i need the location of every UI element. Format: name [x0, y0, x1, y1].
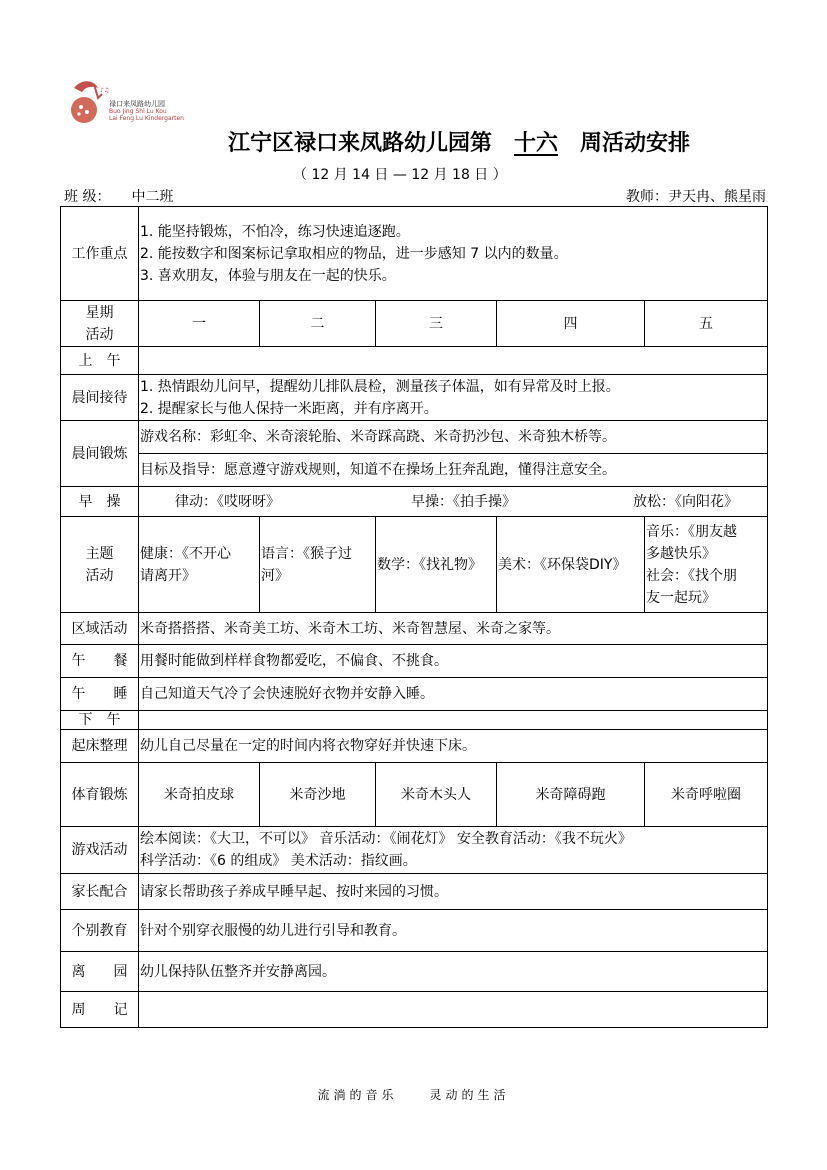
class-info — [64, 186, 173, 206]
label-lunch: 午 餐 — [61, 645, 139, 678]
theme-label: 活动 — [85, 567, 114, 584]
wakeup-content: 幼儿自己尽量在一定的时间内将衣物穿好并快速下床。 — [139, 730, 768, 763]
row-theme — [61, 517, 768, 613]
games-line: 绘本阅读：《大卫，不可以》 音乐活动：《闹花灯》 安全教育活动：《我不玩火》 — [140, 831, 632, 847]
theme-tue-line: 语言：《猴子过 — [261, 545, 352, 562]
row-parents — [61, 874, 768, 910]
area-content: 米奇搭搭搭、米奇美工坊、米奇木工坊、米奇智慧屋、米奇之家等。 — [139, 613, 768, 645]
theme-mon-line: 健康：《不开心 — [140, 545, 231, 562]
page-title — [228, 126, 690, 157]
label-weekday — [61, 301, 139, 347]
label-nap: 午 睡 — [61, 678, 139, 711]
row-exercise-games — [61, 421, 768, 454]
theme-wed: 数学：《找礼物》 — [376, 517, 497, 613]
pe-tue: 米奇沙地 — [260, 763, 376, 827]
row-reception — [61, 375, 768, 421]
theme-fri-line: 社会：《找个朋 — [646, 567, 737, 584]
title-prefix: 江宁区禄口来凤路幼儿园第 — [228, 130, 493, 156]
reception-content — [139, 375, 768, 421]
pe-wed: 米奇木头人 — [376, 763, 497, 827]
class-value: 中二班 — [131, 189, 174, 205]
day-thu: 四 — [497, 301, 645, 347]
pe-thu: 米奇障碍跑 — [497, 763, 645, 827]
label-area: 区域活动 — [61, 613, 139, 645]
day-tue: 二 — [260, 301, 376, 347]
row-afternoon — [61, 711, 768, 730]
label-afternoon: 下 午 — [61, 711, 139, 730]
games-content — [139, 827, 768, 874]
theme-fri-line: 音乐：《朋友越 — [646, 523, 737, 540]
row-individual — [61, 910, 768, 952]
day-mon: 一 — [139, 301, 260, 347]
work-focus-line: 2. 能按数字和图案标记拿取相应的物品，进一步感知 7 以内的数量。 — [140, 245, 568, 262]
label-reception: 晨间接待 — [61, 375, 139, 421]
row-wakeup — [61, 730, 768, 763]
row-games — [61, 827, 768, 874]
theme-tue-line: 河》 — [261, 567, 289, 584]
work-focus-content — [139, 207, 768, 301]
row-weekday-header — [61, 301, 768, 347]
weekly-content — [139, 992, 768, 1028]
row-morning-exercise — [61, 487, 768, 517]
footer-slogan: 流淌的音乐 灵动的生活 — [317, 1088, 510, 1102]
date-range: （ 12 月 14 日 — 12 月 18 日 ） — [293, 167, 507, 183]
work-focus-line: 1. 能坚持锻炼，不怕冷，练习快速追逐跑。 — [140, 223, 410, 240]
schedule-table — [60, 206, 768, 1028]
row-weekly — [61, 992, 768, 1028]
activity-label: 活动 — [85, 326, 114, 343]
logo-name: 禄口来凤路幼儿园 — [109, 100, 165, 108]
label-leave: 离 园 — [61, 952, 139, 992]
exercise-goals: 目标及指导：愿意遵守游戏规则，知道不在操场上狂奔乱跑，懂得注意安全。 — [139, 454, 768, 487]
svg-text:♪♫: ♪♫ — [100, 87, 110, 94]
morning-empty — [139, 347, 768, 375]
label-wakeup: 起床整理 — [61, 730, 139, 763]
theme-label: 主题 — [85, 545, 114, 562]
theme-fri-line: 多越快乐》 — [646, 545, 716, 562]
logo-pinyin-1: Buo Jing Shi Lu Kou — [109, 108, 167, 115]
pe-fri: 米奇呼啦圈 — [645, 763, 768, 827]
row-exercise-goals — [61, 454, 768, 487]
teacher-info: 教师：尹天冉、熊星雨 — [626, 189, 766, 205]
reception-line: 2. 提醒家长与他人保持一米距离，并有序离开。 — [140, 400, 438, 417]
exercise-games: 游戏名称：彩虹伞、米奇滚轮胎、米奇踩高跷、米奇扔沙包、米奇独木桥等。 — [139, 421, 768, 454]
row-nap — [61, 678, 768, 711]
relax: 放松：《向阳花》 — [633, 494, 738, 510]
logo-pinyin-2: Lai Feng Lu Kindergarten — [109, 115, 184, 122]
rhythm: 律动：《哎呀呀》 — [175, 494, 280, 510]
theme-thu: 美术：《环保袋DIY》 — [497, 517, 645, 613]
leave-content: 幼儿保持队伍整齐并安静离园。 — [139, 952, 768, 992]
label-individual: 个别教育 — [61, 910, 139, 952]
theme-fri-line: 友一起玩》 — [646, 589, 716, 606]
label-morning: 上 午 — [61, 347, 139, 375]
row-leave — [61, 952, 768, 992]
parents-content: 请家长帮助孩子养成早睡早起、按时来园的习惯。 — [139, 874, 768, 910]
class-label: 班 级： — [64, 189, 104, 205]
label-morning-exercise: 早 操 — [61, 487, 139, 517]
drill: 早操：《拍手操》 — [411, 494, 516, 510]
weekday-label: 星期 — [85, 304, 114, 321]
label-theme — [61, 517, 139, 613]
individual-content: 针对个别穿衣服慢的幼儿进行引导和教育。 — [139, 910, 768, 952]
work-focus-line: 3. 喜欢朋友，体验与朋友在一起的快乐。 — [140, 267, 396, 284]
reception-line: 1. 热情跟幼儿问早，提醒幼儿排队晨检，测量孩子体温，如有异常及时上报。 — [140, 378, 620, 395]
lunch-content: 用餐时能做到样样食物都爱吃，不偏食、不挑食。 — [139, 645, 768, 678]
pe-mon: 米奇拍皮球 — [139, 763, 260, 827]
morning-exercise-content — [139, 487, 768, 517]
row-work-focus — [61, 207, 768, 301]
row-area — [61, 613, 768, 645]
week-number: 十六 — [514, 130, 559, 156]
theme-tue — [260, 517, 376, 613]
day-wed: 三 — [376, 301, 497, 347]
label-exercise: 晨间锻炼 — [61, 421, 139, 487]
label-work-focus: 工作重点 — [61, 207, 139, 301]
logo-text — [109, 101, 184, 122]
nap-content: 自己知道天气冷了会快速脱好衣物并安静入睡。 — [139, 678, 768, 711]
theme-mon — [139, 517, 260, 613]
theme-mon-line: 请离开》 — [140, 567, 196, 584]
theme-fri — [645, 517, 768, 613]
day-fri: 五 — [645, 301, 768, 347]
row-pe — [61, 763, 768, 827]
games-line: 科学活动：《6 的组成》 美术活动：指纹画。 — [140, 853, 417, 869]
label-weekly: 周 记 — [61, 992, 139, 1028]
row-morning — [61, 347, 768, 375]
label-parents: 家长配合 — [61, 874, 139, 910]
title-suffix: 周活动安排 — [580, 130, 691, 156]
row-lunch — [61, 645, 768, 678]
afternoon-empty — [139, 711, 768, 730]
label-pe: 体育锻炼 — [61, 763, 139, 827]
label-games: 游戏活动 — [61, 827, 139, 874]
